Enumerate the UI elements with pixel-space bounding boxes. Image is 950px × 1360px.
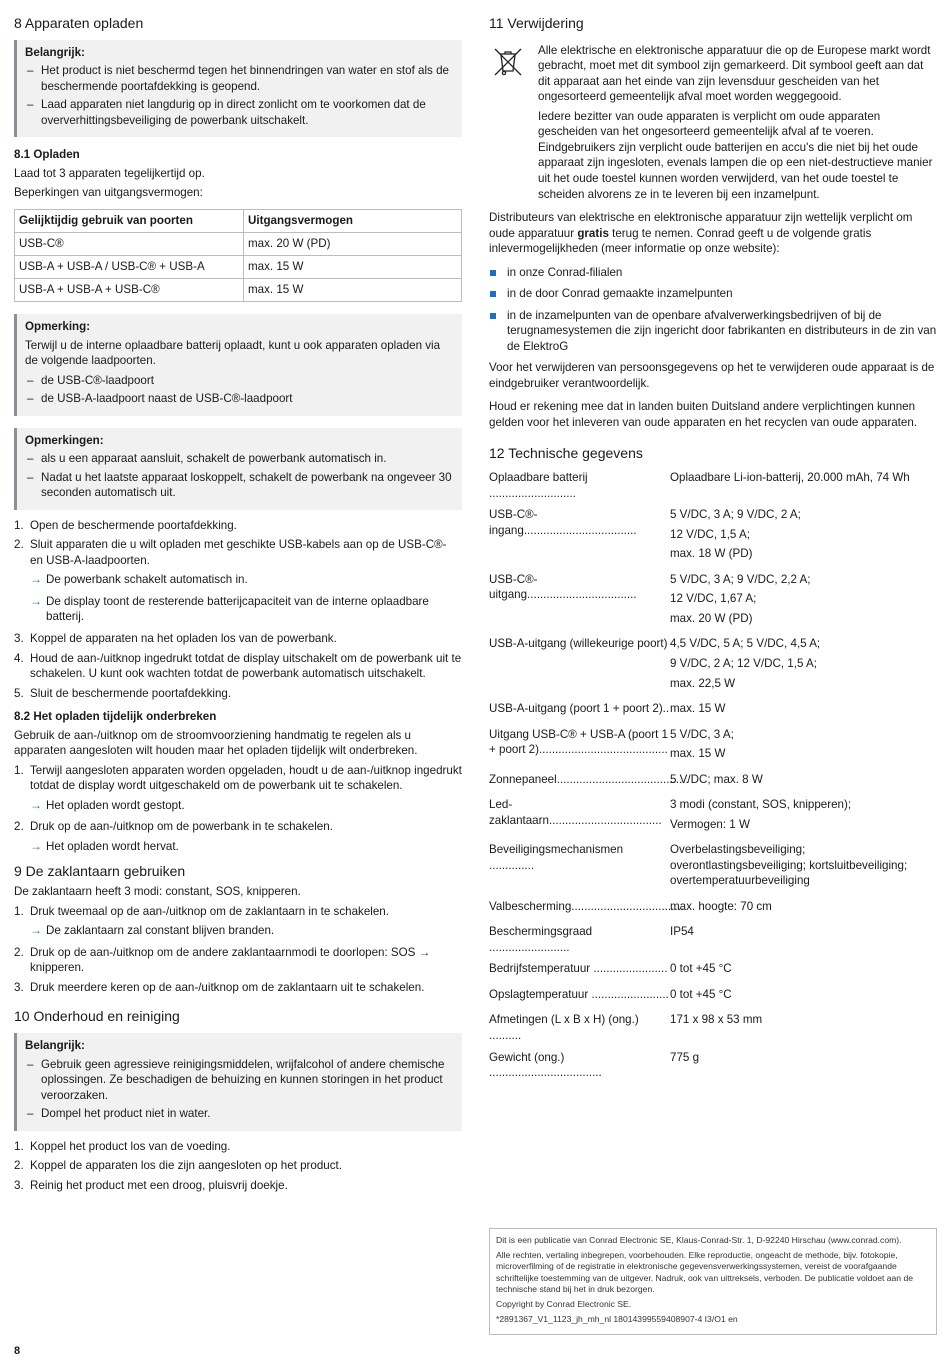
step-item: [14, 904, 462, 920]
right-column: [489, 14, 937, 1087]
step-text: Reinig het product met een droog, pluisvrij doekje.: [30, 1178, 288, 1192]
tech-key: Afmetingen (L x B x H) (ong.) ..........: [489, 1013, 639, 1042]
tech-key: USB-A-uitgang (poort 1 + poort 2)..: [489, 702, 670, 716]
table-cell: max. 15 W: [244, 256, 462, 279]
tech-value-line: max. 15 W: [670, 747, 726, 761]
box-title: Opmerkingen:: [25, 433, 104, 447]
tech-row: [489, 572, 937, 631]
section-11-title: 11 Verwijdering: [489, 15, 584, 31]
step-number: 1.: [14, 763, 24, 777]
steps-9: [14, 904, 462, 996]
box-title: Belangrijk:: [25, 1039, 85, 1053]
table-header-cell: Uitgangsvermogen: [244, 210, 462, 233]
paragraph: De zaklantaarn heeft 3 modi: constant, SOS, knipperen.: [14, 885, 301, 899]
section-8-1-title: 8.1 Opladen: [14, 148, 80, 162]
important-box-charging: [14, 40, 462, 138]
step-result: [14, 594, 462, 625]
step-item: [14, 537, 462, 568]
steps-8-1: [14, 518, 462, 701]
table-row: [15, 233, 462, 256]
tech-value: [670, 961, 937, 981]
tech-row: [489, 961, 937, 981]
tech-row: [489, 701, 937, 721]
step-number: 4.: [14, 651, 24, 665]
box-item: – Het product is niet beschermd tegen het binnendringen van water en stof als de beschermende poortafdekking is geopend.: [25, 63, 454, 94]
table-cell: USB-C®: [15, 233, 244, 256]
section-12-title: 12 Technische gegevens: [489, 445, 643, 462]
tech-value-line: 12 V/DC, 1,67 A;: [670, 592, 757, 606]
step-item: [14, 980, 462, 996]
step-result-text: De zaklantaarn zal constant blijven branden.: [46, 924, 275, 938]
footer-line: *2891367_V1_1123_jh_mh_nl 18014399559408907-4 I3/O1 en: [496, 1314, 738, 1325]
tech-value-line: 9 V/DC, 2 A; 12 V/DC, 1,5 A;: [670, 656, 817, 670]
tech-value-line: 4,5 V/DC, 5 A; 5 V/DC, 4,5 A;: [670, 637, 821, 651]
box-item: – de USB-A-laadpoort naast de USB-C®-laadpoort: [25, 391, 454, 407]
tech-value: [670, 1012, 937, 1043]
paragraph: Houd er rekening mee dat in landen buiten Duitsland andere verplichtingen kunnen gelden voor het inleveren van oude apparaten en het recyclen van oude apparaten.: [489, 400, 917, 429]
section-8-2-title: 8.2 Het opladen tijdelijk onderbreken: [14, 710, 217, 724]
step-text: Koppel de apparaten na het opladen los van de powerbank.: [30, 631, 337, 645]
list-item: in de inzamelpunten van de openbare afvalverwerkingsbedrijven of bij de terugnamesystemen die zijn ingericht door fabrikanten en distributeurs in de zin van de ElektroG: [489, 308, 937, 355]
tech-value: [670, 772, 937, 792]
tech-row: [489, 797, 937, 836]
step-item: [14, 763, 462, 794]
tech-key: Bedrijfstemperatuur .......................: [489, 962, 668, 976]
box-item: – als u een apparaat aansluit, schakelt de powerbank automatisch in.: [25, 451, 454, 467]
tech-value-line: 775 g: [670, 1050, 700, 1064]
tech-value-line: 5 V/DC, 3 A; 9 V/DC, 2,2 A;: [670, 572, 811, 586]
step-text: Sluit apparaten die u wilt opladen met geschikte USB-kabels aan op de USB-C®- en USB-A-laadpoorten.: [30, 538, 447, 567]
table-header-row: [15, 210, 462, 233]
step-text: Druk meerdere keren op de aan-/uitknop om de zaklantaarn uit te schakelen.: [30, 980, 425, 994]
tech-value: [670, 842, 937, 893]
step-result-text: De display toont de resterende batterijcapaciteit van de interne oplaadbare batterij.: [46, 594, 429, 624]
step-item: [14, 631, 462, 647]
tech-key: Beschermingsgraad .........................: [489, 925, 593, 954]
tech-value-line: max. 18 W (PD): [670, 547, 753, 561]
step-text: Druk op de aan-/uitknop om de andere zaklantaarnmodi te doorlopen: SOS → knipperen.: [30, 945, 431, 975]
step-text: Koppel de apparaten los die zijn aangesloten op het product.: [30, 1159, 342, 1173]
step-item: [14, 819, 462, 835]
tech-key: Opslagtemperatuur ........................: [489, 987, 669, 1001]
section-10-title: 10 Onderhoud en reiniging: [14, 1008, 180, 1025]
table-cell: max. 15 W: [244, 279, 462, 302]
tech-key: USB-A-uitgang (willekeurige poort): [489, 637, 668, 651]
tech-key: Oplaadbare batterij ...........................: [489, 471, 588, 500]
tech-value-line: 0 tot +45 °C: [670, 987, 732, 1001]
footer-line: Dit is een publicatie van Conrad Electronic SE, Klaus-Conrad-Str. 1, D-92240 Hirschau (www.conrad.com).: [496, 1235, 902, 1245]
step-number: 1.: [14, 904, 24, 918]
step-text: Sluit de beschermende poortafdekking.: [30, 686, 232, 700]
table-row: [15, 279, 462, 302]
page-number: 8: [14, 1345, 21, 1357]
box-item: – Nadat u het laatste apparaat loskoppelt, schakelt de powerbank na ongeveer 30 seconden automatisch uit.: [25, 470, 454, 501]
tech-row: [489, 1012, 937, 1043]
important-box-maintenance: [14, 1033, 462, 1131]
table-header-cell: Gelijktijdig gebruik van poorten: [15, 210, 244, 233]
tech-value-line: max. 15 W: [670, 702, 726, 716]
step-number: 1.: [14, 1139, 24, 1153]
publisher-footer: [489, 1228, 937, 1335]
tech-row: [489, 987, 937, 1007]
box-title: Opmerking:: [25, 320, 91, 333]
distributors-paragraph: Distributeurs van elektrische en elektronische apparatuur zijn wettelijk verplicht om oude apparatuur gratis terug te nemen. Conrad geeft u de volgende gratis inlevermogelijkheden (meer informatie op onze website):: [489, 211, 913, 256]
tech-value-line: max. 20 W (PD): [670, 611, 753, 625]
tech-key: Valbescherming...................................: [489, 899, 685, 913]
notes-box: [14, 428, 462, 510]
footer-line: Alle rechten, vertaling inbegrepen, voorbehouden. Elke reproductie, ongeacht de methode, bijv. fotokopie, microverfilming of de registratie in elektronische gegevensverwerkingssystemen, vereist de voorafgaande schriftelijke toestemming van de uitgever. Nadruk, ook van uittreksels, verboden. De publicatie voldoet aan de technische stand bij het in druk bezorgen.: [496, 1250, 914, 1294]
step-number: 2.: [14, 820, 24, 834]
step-number: 2.: [14, 945, 24, 959]
arrow-right-icon: →: [30, 797, 42, 812]
box-item: – Gebruik geen agressieve reinigingsmiddelen, wrijfalcohol of andere chemische oplossingen. Ze beschadigen de behuizing en kunnen storingen in het product veroorzaken.: [25, 1057, 454, 1104]
tech-value-line: max. 22,5 W: [670, 676, 736, 690]
step-text: Druk tweemaal op de aan-/uitknop om de zaklantaarn in te schakelen.: [30, 904, 389, 918]
tech-value-line: 5 V/DC, 3 A; 9 V/DC, 2 A;: [670, 508, 801, 522]
tech-row: [489, 470, 937, 501]
paragraph: Beperkingen van uitgangsvermogen:: [14, 186, 203, 200]
note-box: [14, 314, 462, 416]
tech-key: Gewicht (ong.) ...................................: [489, 1050, 602, 1080]
paragraph: Voor het verwijderen van persoonsgegevens op het te verwijderen oude apparaat is de eindgebruiker verantwoordelijk.: [489, 361, 935, 390]
steps-10: [14, 1139, 462, 1194]
section-8-title: 8 Apparaten opladen: [14, 15, 144, 31]
tech-row: [489, 1050, 937, 1081]
tech-row: [489, 772, 937, 792]
step-result-text: De powerbank schakelt automatisch in.: [46, 573, 248, 587]
step-number: 3.: [14, 980, 24, 994]
box-item: – Laad apparaten niet langdurig op in direct zonlicht om te voorkomen dat de oververhittingsbeveiliging de powerbank uitschakelt.: [25, 97, 454, 128]
paragraph: Alle elektrische en elektronische apparatuur die op de Europese markt wordt gebracht, moet met dit symbool zijn gemarkeerd. Dit symbool geeft aan dat dit apparaat aan het einde van zijn levensduur gescheiden van het ongesorteerd gemeentelijk afval moet worden weggegooid.: [538, 43, 931, 104]
table-row: [15, 256, 462, 279]
step-number: 2.: [14, 538, 24, 552]
arrow-right-icon: →: [30, 572, 42, 587]
weee-block: [489, 43, 937, 202]
box-item: – de USB-C®-laadpoort: [25, 373, 454, 389]
tech-key: USB-C®-uitgang..................................: [489, 572, 637, 602]
left-column: [14, 14, 462, 1197]
tech-value: [670, 572, 937, 631]
step-result: [14, 572, 462, 588]
box-title: Belangrijk:: [25, 45, 85, 59]
tech-key: Uitgang USB-C® + USB-A (poort 1 + poort 2)........................................: [489, 727, 668, 757]
tech-row: [489, 636, 937, 695]
tech-value: [670, 1050, 937, 1081]
paragraph: Iedere bezitter van oude apparaten is verplicht om oude apparaten gescheiden van het ongesorteerd gemeentelijk afval af te voeren. Eindgebruikers zijn verplicht oude batterijen en accu's die niet bij het oude apparaat zijn ingesloten, evenals lampen die op een niet-destructieve manier uit het oude toestel kunnen worden verwijderd, van het oude toestel te scheiden alvorens ze in te leveren bij een inzamelpunt.: [538, 109, 933, 201]
tech-value-line: 12 V/DC, 1,5 A;: [670, 527, 750, 541]
list-item: in de door Conrad gemaakte inzamelpunten: [489, 286, 937, 302]
tech-value: [670, 797, 937, 836]
tech-value-line: max. hoogte: 70 cm: [670, 899, 772, 913]
step-result: [14, 839, 462, 855]
tech-value-line: 171 x 98 x 53 mm: [670, 1013, 763, 1027]
tech-row: [489, 507, 937, 566]
paragraph: Gebruik de aan-/uitknop om de stroomvoorziening handmatig te regelen als u apparaten aangesloten wilt houden maar het opladen tijdelijk wilt onderbreken.: [14, 728, 418, 758]
tech-value-line: 5 V/DC; max. 8 W: [670, 772, 763, 786]
steps-8-2: [14, 763, 462, 855]
step-item: [14, 651, 462, 682]
step-number: 2.: [14, 1159, 24, 1173]
step-text: Houd de aan-/uitknop ingedrukt totdat de display uitschakelt om de powerbank uit te schakelen. U kunt ook wachten totdat de powerbank automatisch uitschakelt.: [30, 651, 462, 681]
tech-value: [670, 470, 937, 501]
tech-value-line: Vermogen: 1 W: [670, 817, 750, 831]
footer-line: Copyright by Conrad Electronic SE.: [496, 1298, 632, 1309]
tech-value: [670, 636, 937, 695]
tech-row: [489, 899, 937, 919]
step-result: [14, 798, 462, 814]
tech-key: Beveiligingsmechanismen ..............: [489, 843, 624, 872]
arrow-right-icon: →: [30, 593, 42, 608]
tech-value-line: IP54: [670, 925, 694, 939]
tech-value: [670, 924, 937, 955]
arrow-right-icon: →: [30, 923, 42, 938]
tech-value-line: Oplaadbare Li-ion-batterij, 20.000 mAh, 74 Wh: [670, 471, 910, 485]
step-result: [14, 923, 462, 939]
tech-row: [489, 924, 937, 955]
step-item: [14, 1178, 462, 1194]
step-number: 3.: [14, 1178, 24, 1192]
tech-value: [670, 987, 937, 1007]
step-number: 3.: [14, 631, 24, 645]
tech-value: [670, 899, 937, 919]
table-cell: max. 20 W (PD): [244, 233, 462, 256]
step-text: Terwijl aangesloten apparaten worden opgeladen, houdt u de aan-/uitknop ingedrukt totdat de display wordt uitgeschakeld om de powerbank uit te schakelen.: [30, 763, 462, 793]
tech-key: Zonnepaneel.........................................: [489, 772, 689, 786]
tech-key: USB-C®-ingang...................................: [489, 508, 637, 537]
table-cell: USB-A + USB-A / USB-C® + USB-A: [15, 256, 244, 279]
output-limits-table: [14, 209, 462, 302]
tech-value-line: 3 modi (constant, SOS, knipperen);: [670, 798, 852, 812]
step-item: [14, 945, 462, 976]
tech-value-line: 5 V/DC, 3 A;: [670, 727, 734, 741]
step-text: Koppel het product los van de voeding.: [30, 1139, 231, 1153]
tech-key: Led-zaklantaarn...................................: [489, 798, 662, 827]
step-text: Druk op de aan-/uitknop om de powerbank in te schakelen.: [30, 820, 333, 834]
technical-data-list: [489, 470, 937, 1080]
box-text: Terwijl u de interne oplaadbare batterij oplaadt, kunt u ook apparaten opladen via de volgende laadpoorten.: [25, 338, 441, 368]
tech-value-line: 0 tot +45 °C: [670, 962, 732, 976]
tech-value: [670, 727, 937, 766]
box-item: – Dompel het product niet in water.: [25, 1106, 454, 1122]
step-number: 5.: [14, 686, 24, 700]
tech-value: [670, 701, 937, 721]
list-item: in onze Conrad-filialen: [489, 265, 937, 281]
tech-row: [489, 727, 937, 766]
paragraph: Laad tot 3 apparaten tegelijkertijd op.: [14, 166, 205, 180]
step-item: [14, 1139, 462, 1155]
tech-value-line: Overbelastingsbeveiliging; overontlastingsbeveiliging; kortsluitbeveiliging; overtemperatuurbeveiliging: [670, 843, 908, 888]
step-text: Open de beschermende poortafdekking.: [30, 518, 237, 532]
tech-value: [670, 507, 937, 566]
step-item: [14, 1158, 462, 1174]
step-item: [14, 518, 462, 534]
crossed-out-bin-icon: [491, 45, 525, 79]
section-9-title: 9 De zaklantaarn gebruiken: [14, 863, 186, 880]
step-result-text: Het opladen wordt gestopt.: [46, 798, 185, 812]
step-number: 1.: [14, 518, 24, 532]
step-item: [14, 686, 462, 702]
tech-row: [489, 842, 937, 893]
step-result-text: Het opladen wordt hervat.: [46, 839, 179, 853]
arrow-right-icon: →: [30, 838, 42, 853]
table-cell: USB-A + USB-A + USB-C®: [15, 279, 244, 302]
